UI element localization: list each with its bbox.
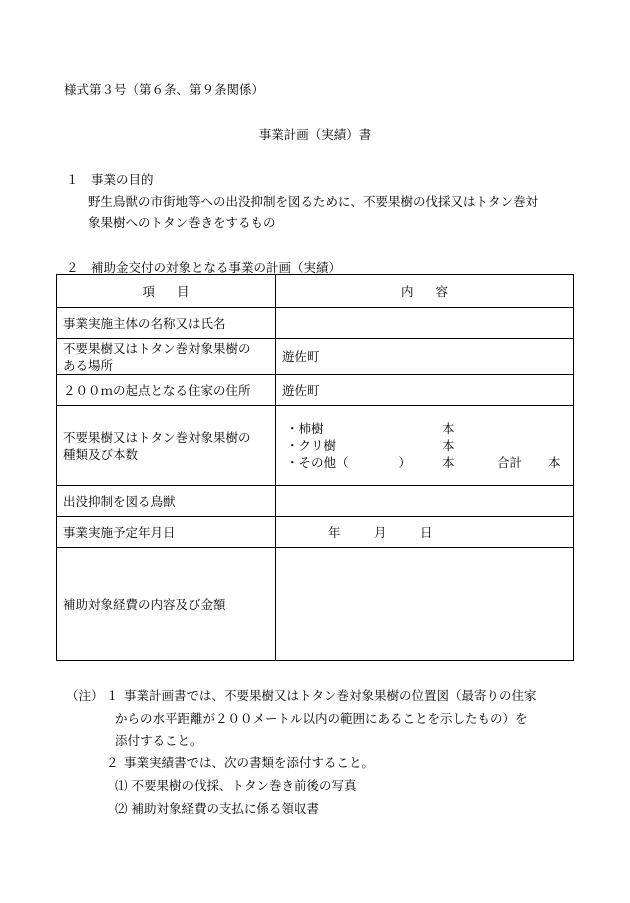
- row-value-location[interactable]: 遊佐町: [276, 339, 574, 375]
- row-label-expense: 補助対象経費の内容及び金額: [57, 548, 276, 661]
- header-content: [276, 275, 574, 308]
- tree-line-other: [286, 454, 411, 471]
- document-title: 事業計画（実績）書: [258, 127, 372, 142]
- note1-line3: 添付すること。: [115, 733, 203, 748]
- note1-number: １: [106, 688, 119, 703]
- row-value-expense[interactable]: [276, 548, 574, 661]
- table-row: [57, 339, 574, 375]
- table-row: [57, 548, 574, 661]
- tree-persimmon-unit: 本: [442, 421, 455, 436]
- row-label-schedule-date: 事業実施予定年月日: [57, 517, 276, 548]
- tree-other-unit: 本: [442, 455, 455, 470]
- tree-line-persimmon: [286, 420, 324, 437]
- header-content-label: 内容: [400, 283, 470, 299]
- row-value-schedule-date[interactable]: [276, 517, 574, 548]
- row-value-tree-types[interactable]: [276, 406, 574, 486]
- note1-line1: 事業計画書では、不要果樹又はトタン巻対象果樹の位置図（最寄りの住家: [124, 688, 537, 703]
- section1-body-line1: 野生鳥獣の市街地等への出没抑制を図るために、不要果樹の伐採又はトタン巻対: [88, 194, 539, 209]
- tree-total-label: 合計: [497, 455, 523, 470]
- section1-body-line2: 象果樹へのトタン巻きをするもの: [88, 215, 276, 230]
- row-label-target-animals: 出没抑制を図る鳥獣: [57, 486, 276, 517]
- tree-other-label: ・その他（ ）: [286, 455, 412, 470]
- form-number: 様式第３号（第６条、第９条関係）: [64, 82, 265, 97]
- date-year-label: 年: [328, 524, 341, 540]
- header-item-label: 項目: [142, 283, 212, 299]
- note2-sub1: ⑴ 不要果樹の伐採、トタン巻き前後の写真: [115, 778, 357, 793]
- tree-total-unit: 本: [548, 455, 561, 470]
- note1-line2: からの水平距離が２００メートル以内の範囲にあることを示したもの）を: [115, 711, 528, 726]
- row-value-operator[interactable]: [276, 308, 574, 339]
- table-row: [57, 406, 574, 486]
- section2-heading: ２ 補助金交付の対象となる事業の計画（実績）: [66, 260, 342, 275]
- row-label-tree-types-line1: 不要果樹又はトタン巻対象果樹の: [63, 429, 251, 445]
- section1-heading: １ 事業の目的: [66, 172, 154, 187]
- tree-persimmon-label: ・柿樹: [286, 421, 324, 436]
- date-day-label: 日: [420, 524, 433, 540]
- row-label-operator: 事業実施主体の名称又は氏名: [57, 308, 276, 339]
- tree-chestnut-unit: 本: [442, 438, 455, 453]
- row-value-target-animals[interactable]: [276, 486, 574, 517]
- table-row: [57, 308, 574, 339]
- note2-sub2: ⑵ 補助対象経費の支払に係る領収書: [115, 801, 319, 816]
- header-item: [57, 275, 276, 308]
- row-label-location-line1: 不要果樹又はトタン巻対象果樹の: [63, 340, 251, 356]
- tree-line-chestnut: [286, 437, 336, 454]
- note2-number: ２: [106, 755, 119, 770]
- table-row: [57, 517, 574, 548]
- row-label-tree-types: [57, 406, 276, 486]
- notes-prefix: （注）: [66, 688, 104, 703]
- row-label-location-line2: ある場所: [63, 357, 114, 373]
- table-header-row: [57, 275, 574, 308]
- note2-line1: 事業実績書では、次の書類を添付すること。: [124, 755, 375, 770]
- table-row: [57, 375, 574, 406]
- table-row: [57, 486, 574, 517]
- row-label-location: [57, 339, 276, 375]
- plan-table: [56, 274, 574, 661]
- tree-chestnut-label: ・クリ樹: [286, 438, 337, 453]
- row-value-origin-address[interactable]: 遊佐町: [276, 375, 574, 406]
- row-label-origin-address: ２００ｍの起点となる住家の住所: [57, 375, 276, 406]
- date-month-label: 月: [374, 524, 387, 540]
- row-label-tree-types-line2: 種類及び本数: [63, 446, 139, 462]
